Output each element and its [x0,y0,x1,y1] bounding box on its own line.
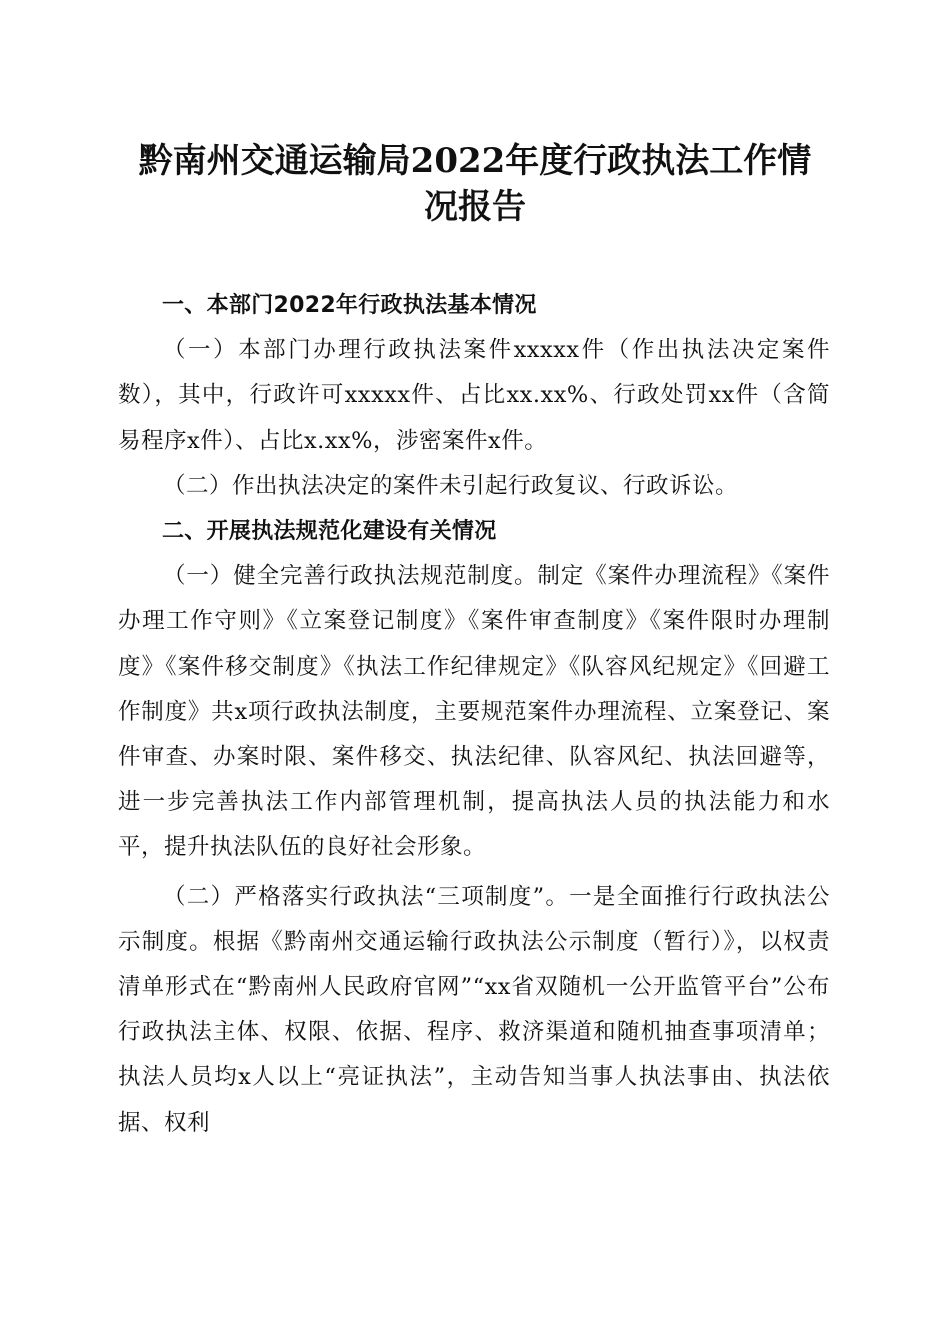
document-body [118,283,830,1146]
section-1-paragraph-2: （二）作出执法决定的案件未引起行政复议、行政诉讼。 [163,472,739,499]
section-2-paragraph-1: （一）健全完善行政执法规范制度。制定《案件办理流程》《案件办理工作守则》《立案登记制度》《案件审查制度》《案件限时办理制度》《案件移交制度》《执法工作纪律规定》《队容风纪规定》《回避工作制度》共x项行政执法制度，主要规范案件办理流程、立案登记、案件审查、办案时限、案件移交、执法纪律、队容风纪、执法回避等，进一步完善执法工作内部管理机制，提高执法人员的执法能力和水平，提升执法队伍的良好社会形象。 [118,563,830,861]
section-2-heading: 二、开展执法规范化建设有关情况 [162,519,497,545]
section-2-paragraph-2: （二）严格落实行政执法“三项制度”。一是全面推行行政执法公示制度。根据《黔南州交通运输行政执法公示制度（暂行）》，以权责清单形式在“黔南州人民政府官网”“xx省双随机一公开监管平台”公布行政执法主体、权限、依据、程序、救济渠道和随机抽查事项清单；执法人员均x人以上“亮证执法”，主动告知当事人执法事由、执法依据、权利 [118,883,830,1136]
section-1-paragraph-1: （一）本部门办理行政执法案件xxxxx件（作出执法决定案件数），其中，行政许可xxxxx件、占比xx.xx%、行政处罚xx件（含简易程序x件）、占比x.xx%，涉密案件x件。 [118,337,830,454]
section-1-heading: 一、本部门2022年行政执法基本情况 [162,293,537,318]
document-title-line-2: 况报告 [424,187,526,227]
document-title-line-1: 黔南州交通运输局2022年度行政执法工作情 [138,141,812,181]
